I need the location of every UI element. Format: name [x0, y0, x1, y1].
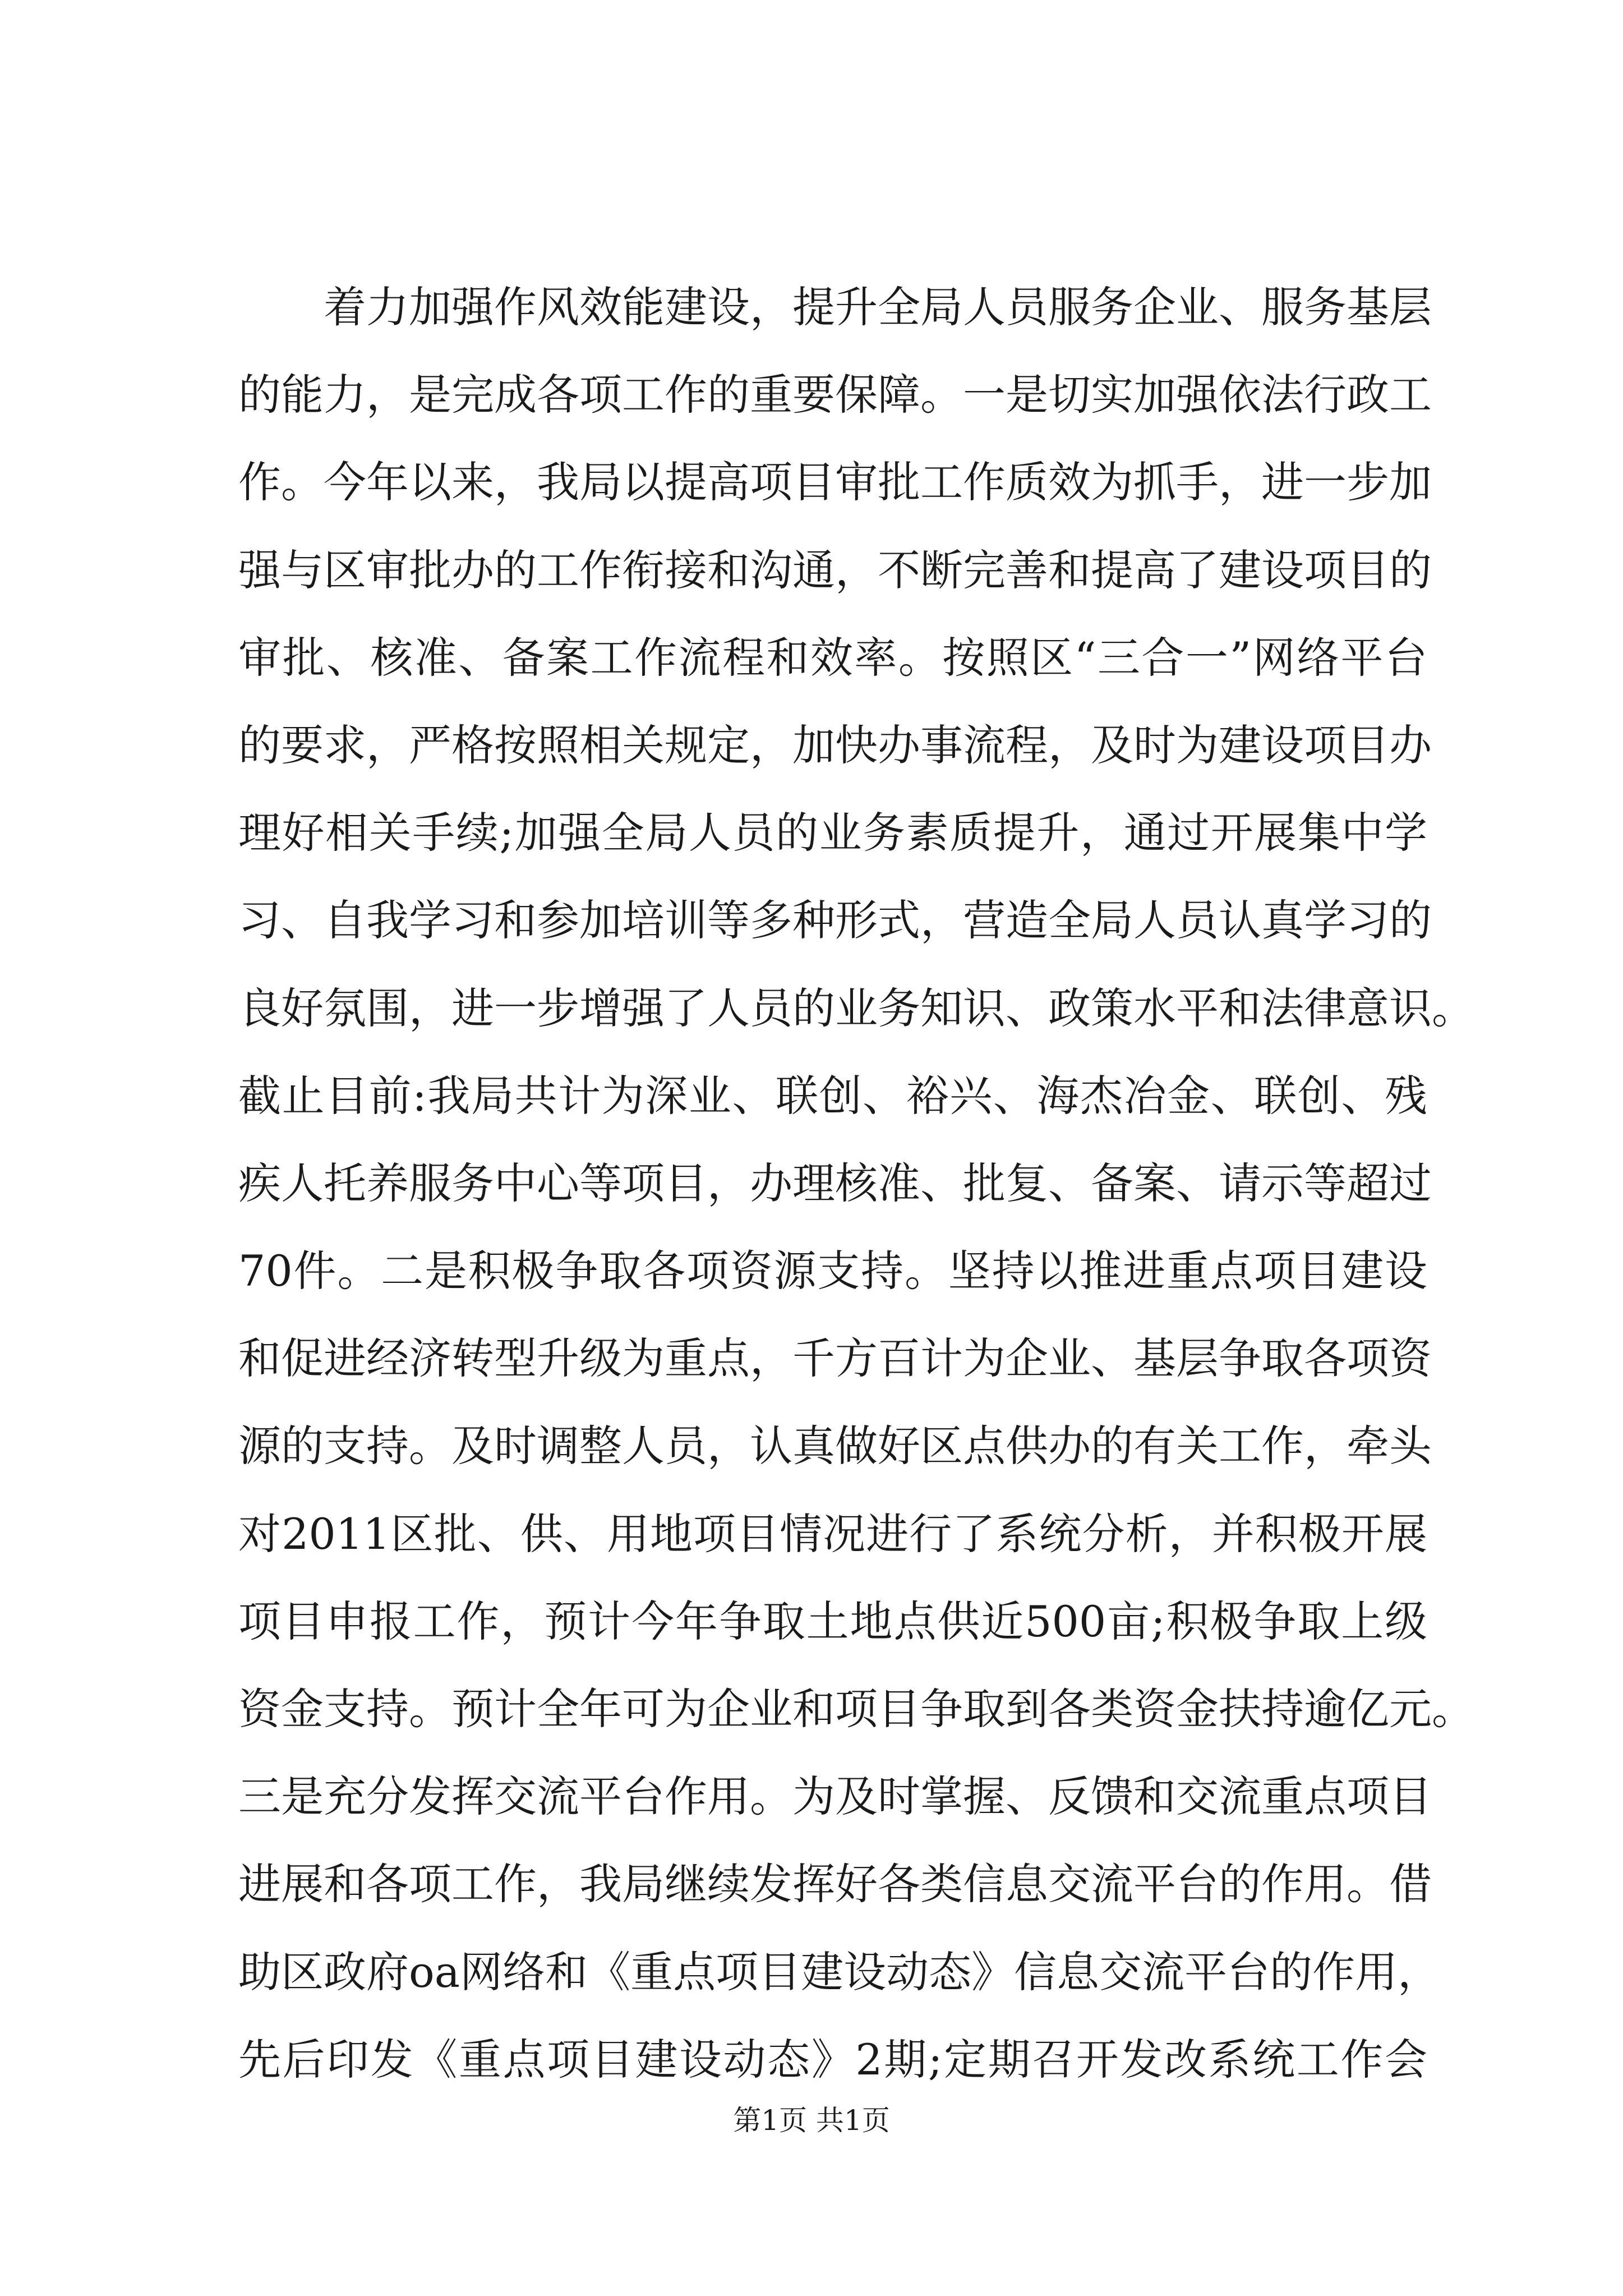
text-line: 习、自我学习和参加培训等多种形式，营造全局人员认真学习的 — [238, 895, 1432, 946]
text-line: 先后印发《重点项目建设动态》2期;定期召开发改系统工作会 — [238, 2034, 1427, 2085]
text-line: 疾人托养服务中心等项目，办理核准、批复、备案、请示等超过 — [238, 1158, 1432, 1208]
text-line: 截止目前:我局共计为深业、联创、裕兴、海杰冶金、联创、残 — [238, 1070, 1427, 1121]
text-line: 理好相关手续;加强全局人员的业务素质提升，通过开展集中学 — [238, 808, 1427, 858]
body-paragraph — [238, 264, 1474, 2104]
text-line: 70件。二是积极争取各项资源支持。坚持以推进重点项目建设 — [238, 1246, 1427, 1296]
text-line: 助区政府oa网络和《重点项目建设动态》信息交流平台的作用， — [238, 1947, 1441, 1997]
text-line: 资金支持。预计全年可为企业和项目争取到各类资金扶持逾亿元。 — [238, 1684, 1474, 1734]
text-line: 对2011区批、供、用地项目情况进行了系统分析，并积极开展 — [238, 1508, 1427, 1559]
text-line: 和促进经济转型升级为重点，千方百计为企业、基层争取各项资 — [238, 1333, 1432, 1384]
page-footer: 第1页 共1页 — [733, 2104, 890, 2137]
text-line: 强与区审批办的工作衔接和沟通，不断完善和提高了建设项目的 — [238, 545, 1432, 595]
text-line: 三是充分发挥交流平台作用。为及时掌握、反馈和交流重点项目 — [238, 1772, 1432, 1822]
text-line: 良好氛围，进一步增强了人员的业务知识、政策水平和法律意识。 — [238, 983, 1474, 1033]
text-line: 审批、核准、备案工作流程和效率。按照区“三合一”网络平台 — [238, 632, 1427, 683]
text-line: 项目申报工作，预计今年争取土地点供近500亩;积极争取上级 — [238, 1596, 1427, 1646]
text-line: 的能力，是完成各项工作的重要保障。一是切实加强依法行政工 — [238, 370, 1432, 420]
text-line: 进展和各项工作，我局继续发挥好各类信息交流平台的作用。借 — [238, 1859, 1432, 1910]
text-line: 源的支持。及时调整人员，认真做好区点供办的有关工作，牵头 — [238, 1421, 1432, 1471]
text-line: 着力加强作风效能建设，提升全局人员服务企业、服务基层 — [324, 282, 1432, 332]
text-line: 作。今年以来，我局以提高项目审批工作质效为抓手，进一步加 — [238, 457, 1432, 508]
text-line: 的要求，严格按照相关规定，加快办事流程，及时为建设项目办 — [238, 720, 1432, 770]
